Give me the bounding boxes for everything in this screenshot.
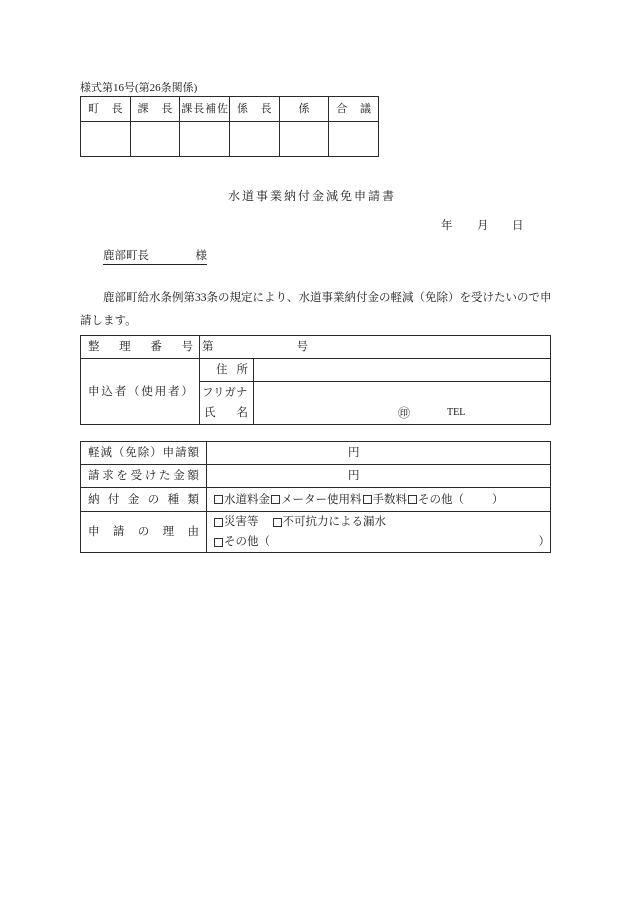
checkbox[interactable] <box>214 538 223 547</box>
reference-number-prefix: 第 <box>202 341 214 353</box>
approval-header-label: 係 <box>298 103 310 115</box>
paren-open: （ <box>452 493 464 506</box>
reference-number-label-cell <box>81 336 200 359</box>
billed-amount-cell <box>207 465 551 488</box>
reason-label: 申 請 の 理 由 <box>88 526 199 538</box>
name-label: 氏 名 <box>204 407 248 419</box>
form-title: 水道事業納付金減免申請書 <box>228 189 397 203</box>
date-year-label: 年 <box>441 220 453 232</box>
furigana-name-value-cell <box>254 382 551 425</box>
address-label: 住 所 <box>216 364 248 376</box>
approval-stamp-deputy-chief[interactable] <box>180 122 230 157</box>
addressee-honorific: 様 <box>195 250 207 262</box>
date-month-label: 月 <box>477 220 489 232</box>
approval-header-subsection-chief <box>229 97 279 122</box>
applicant-label-cell <box>81 359 200 425</box>
reduction-amount-label: 軽 減 （ 免 除 ） 申 請 額 <box>88 447 199 459</box>
reference-number-cell <box>200 336 551 359</box>
approval-header-label: 町 長 <box>88 103 123 115</box>
checkbox[interactable] <box>271 495 280 504</box>
payment-type-other-field[interactable] <box>464 493 492 507</box>
checkbox[interactable] <box>363 495 372 504</box>
applicant-table <box>80 335 551 425</box>
date-day-field[interactable] <box>490 219 511 233</box>
reason-cell <box>207 512 551 553</box>
checkbox[interactable] <box>214 518 223 527</box>
billed-amount-unit: 円 <box>348 470 360 482</box>
reason-option-other[interactable] <box>213 535 259 549</box>
approval-header-consultation <box>329 97 379 122</box>
approval-header-staff <box>279 97 329 122</box>
addressee <box>103 249 207 265</box>
option-label: 水道料金 <box>224 493 270 506</box>
tel-field[interactable] <box>465 406 550 420</box>
date-day-label: 日 <box>512 220 524 232</box>
approval-header-deputy-chief <box>180 97 230 122</box>
checkbox[interactable] <box>214 495 223 504</box>
date-year-field[interactable] <box>400 219 440 233</box>
approval-header-label: 課 長 <box>137 103 173 115</box>
reason-other-field[interactable] <box>270 535 539 549</box>
furigana-label: フリガナ <box>202 387 248 399</box>
approval-stamp-consultation[interactable] <box>329 122 379 157</box>
body-text-line: 請します。 <box>80 315 137 327</box>
paren-open: （ <box>258 536 270 548</box>
reduction-amount-cell <box>207 442 551 465</box>
addressee-name: 鹿部町長 <box>103 250 149 262</box>
approval-header-label: 課 長 補 佐 <box>181 103 228 115</box>
reduction-amount-unit: 円 <box>348 447 360 459</box>
approval-header-section-chief <box>130 97 180 122</box>
approval-header-label: 合 議 <box>336 103 371 115</box>
payment-type-label: 納 付 金 の 種 類 <box>88 493 199 506</box>
approval-header-label: 係 長 <box>236 103 272 115</box>
payment-type-option-handling-fee[interactable] <box>362 493 408 507</box>
billed-amount-field[interactable] <box>213 469 348 483</box>
option-label: その他 <box>418 493 453 506</box>
date-month-field[interactable] <box>454 219 476 233</box>
approval-stamp-staff[interactable] <box>279 122 329 157</box>
paren-close: ） <box>492 493 504 506</box>
reason-option-unavoidable-leak[interactable] <box>272 515 387 529</box>
billed-amount-label: 請 求 を 受 け た 金 額 <box>88 470 199 482</box>
address-field[interactable] <box>254 359 551 382</box>
checkbox[interactable] <box>273 518 282 527</box>
payment-type-option-meter-fee[interactable] <box>270 493 362 507</box>
option-label: 災害等 <box>224 516 259 528</box>
reason-label-cell <box>81 512 207 553</box>
paren-close: ） <box>538 536 550 548</box>
seal-mark: ㊞ <box>398 406 411 420</box>
payment-type-cell <box>207 488 551 512</box>
reference-number-suffix: 号 <box>296 341 308 353</box>
form-number: 様式第16号(第26条関係) <box>80 82 198 94</box>
approval-stamp-section-chief[interactable] <box>130 122 180 157</box>
approval-header-mayor <box>81 97 131 122</box>
checkbox[interactable] <box>408 495 417 504</box>
reason-option-disaster[interactable] <box>213 515 259 529</box>
approval-stamp-table <box>80 96 379 157</box>
details-table <box>80 441 551 553</box>
furigana-name-label-cell <box>200 382 254 425</box>
body-text-line: 鹿部町給水条例第33条の規定により、水道事業納付金の軽減（免除）を受けたいので申 <box>103 292 552 304</box>
approval-stamp-subsection-chief[interactable] <box>229 122 279 157</box>
address-label-cell <box>200 359 254 382</box>
payment-type-option-water-fee[interactable] <box>213 493 270 507</box>
furigana-field[interactable] <box>254 383 550 403</box>
payment-type-label-cell <box>81 488 207 512</box>
option-label: その他 <box>224 536 259 548</box>
approval-stamp-mayor[interactable] <box>81 122 131 157</box>
tel-label: TEL <box>447 407 466 418</box>
reduction-amount-label-cell <box>81 442 207 465</box>
reference-number-label: 整 理 番 号 <box>88 341 193 353</box>
reduction-amount-field[interactable] <box>213 446 348 460</box>
option-label: 不可抗力による漏水 <box>282 516 386 528</box>
payment-type-option-other[interactable] <box>407 493 453 507</box>
billed-amount-label-cell <box>81 465 207 488</box>
option-label: 手数料 <box>372 493 407 506</box>
reference-number-field[interactable] <box>214 340 297 354</box>
name-field[interactable] <box>254 406 398 420</box>
option-label: メーター使用料 <box>281 493 362 506</box>
applicant-label: 申 込 者 （ 使 用 者 ） <box>88 385 193 398</box>
